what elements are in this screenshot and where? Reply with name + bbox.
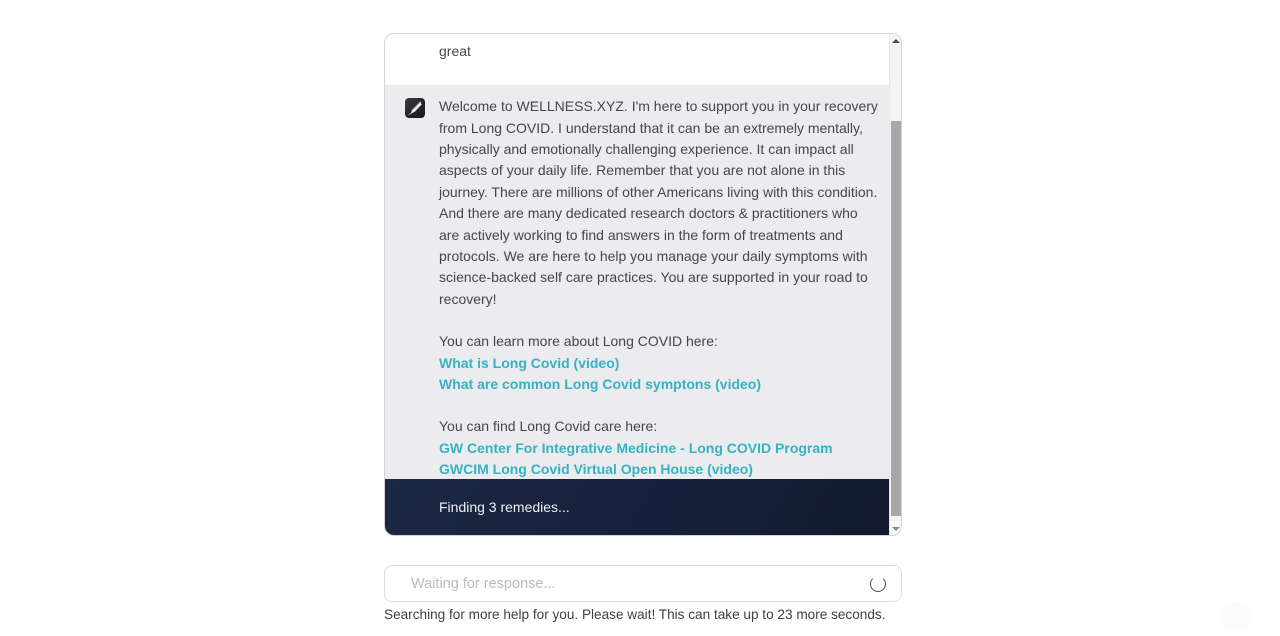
scroll-up-icon [892, 39, 900, 43]
bot-avatar [405, 98, 425, 118]
scrollbar-thumb[interactable] [891, 121, 901, 516]
scroll-down-icon [892, 527, 900, 531]
user-message-text: great [439, 43, 471, 59]
chat-window [384, 33, 902, 536]
chat-widget-button[interactable] [1223, 602, 1249, 631]
link-common-long-covid-symptoms[interactable]: What are common Long Covid symptons (video) [439, 376, 762, 392]
scroll-down-button[interactable] [890, 522, 901, 535]
chat-scrollbar[interactable] [889, 34, 901, 535]
find-care-heading: You can find Long Covid care here: [439, 418, 658, 435]
scroll-up-button[interactable] [890, 34, 901, 47]
bot-message-body [439, 85, 881, 481]
link-gw-center-integrative-medicine[interactable]: GW Center For Integrative Medicine - Long COVID Program [439, 439, 833, 456]
search-status-text: Searching for more help for you. Please wait! This can take up to 23 more seconds. [384, 607, 886, 622]
message-input[interactable] [385, 566, 870, 601]
link-gwcim-virtual-open-house[interactable]: GWCIM Long Covid Virtual Open House (video) [439, 461, 753, 478]
bot-intro-paragraph: Welcome to WELLNESS.XYZ. I'm here to support you in your recovery from Long COVID. I understand that it can be an extremely mentally, physically and emotionally challenging experience. It can impact all aspects of your daily life. Remember that you are not alone in this journey. There are millions of other Americans living with this condition. And there are many dedicated research doctors & practitioners who are actively working to find answers in the form of treatments and protocols. We are here to help you manage your daily symptoms with science-backed self care practices. You are supported in your road to recovery! [439, 98, 878, 307]
user-message [385, 34, 901, 85]
link-what-is-long-covid[interactable]: What is Long Covid (video) [439, 354, 620, 371]
bot-message [385, 85, 901, 479]
finding-remedies-text: Finding 3 remedies... [439, 499, 570, 516]
quill-logo-icon [405, 98, 425, 118]
message-composer [384, 565, 902, 602]
learn-more-heading: You can learn more about Long COVID here: [439, 333, 718, 350]
loading-spinner-icon [870, 576, 886, 592]
finding-remedies-status-bar [385, 479, 901, 535]
